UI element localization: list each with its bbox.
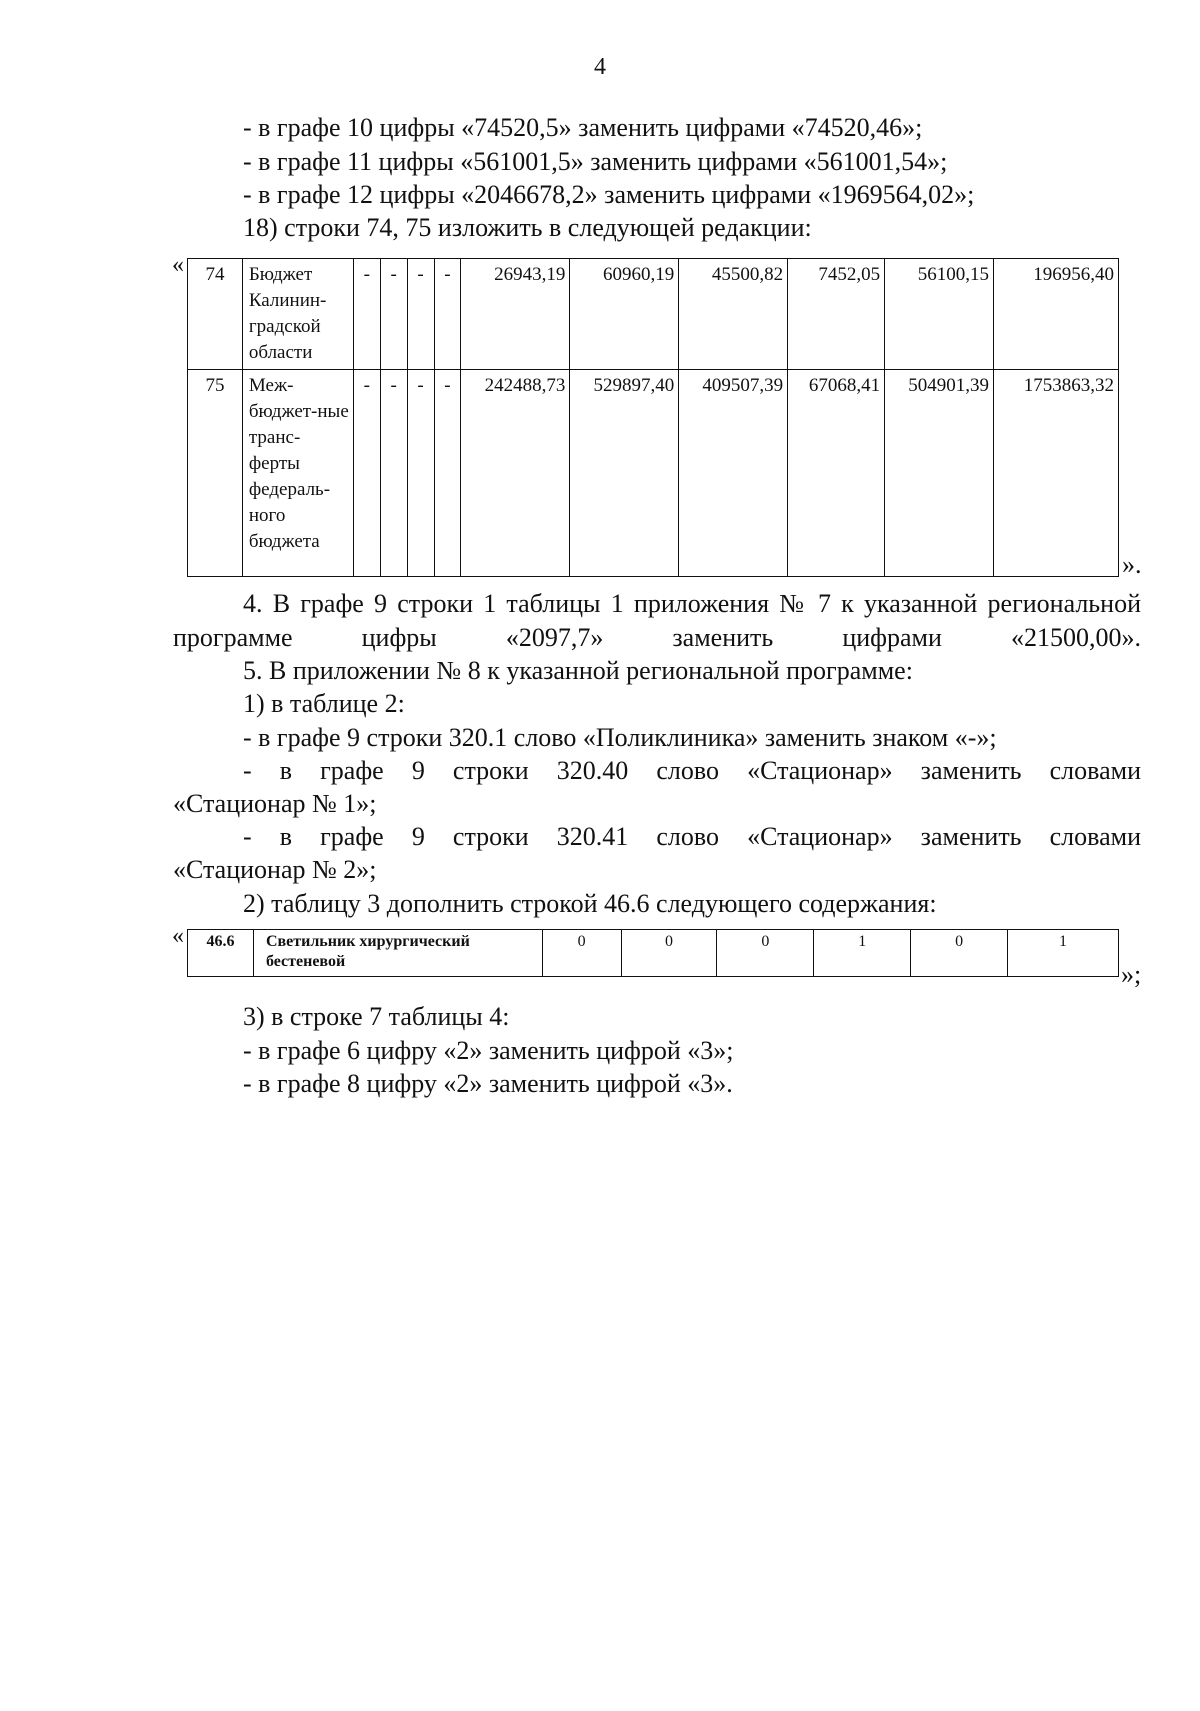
line-320-40-cont: «Стационар № 1»;	[173, 789, 377, 818]
intro-line-1: - в графе 10 цифры «74520,5» заменить цифрами «74520,46»;	[243, 113, 923, 142]
table-row	[188, 370, 1119, 577]
table2-open-quote: «	[172, 923, 184, 949]
dash-cell: -	[353, 259, 380, 370]
intro-line-2: - в графе 11 цифры «561001,5» заменить цифрами «561001,54»;	[243, 147, 948, 176]
value-cell: 26943,19	[461, 259, 570, 370]
value-cell: 1753863,32	[993, 370, 1118, 577]
value-cell: 0	[621, 930, 717, 977]
value-cell: 196956,40	[993, 259, 1118, 370]
dash-cell: -	[380, 370, 407, 577]
table-row	[188, 930, 1119, 977]
value-cell: 0	[717, 930, 814, 977]
paragraph-5: 5. В приложении № 8 к указанной региональной программе:	[243, 656, 913, 685]
row-name: Меж-бюджет-ные транс-ферты федераль-ного бюджета	[242, 370, 353, 577]
dash-cell: -	[407, 370, 434, 577]
row-number: 75	[188, 370, 243, 577]
item-2: 2) таблицу 3 дополнить строкой 46.6 следующего содержания:	[243, 889, 937, 918]
equipment-table	[187, 929, 1119, 977]
budget-table	[187, 258, 1119, 577]
value-cell: 504901,39	[885, 370, 994, 577]
dash-cell: -	[434, 370, 461, 577]
row-number: 74	[188, 259, 243, 370]
table-row	[188, 259, 1119, 370]
value-cell: 56100,15	[885, 259, 994, 370]
intro-line-4: 18) строки 74, 75 изложить в следующей редакции:	[243, 213, 812, 242]
intro-line-3: - в графе 12 цифры «2046678,2» заменить цифрами «1969564,02»;	[243, 180, 975, 209]
value-cell: 0	[911, 930, 1008, 977]
row-name: Светильник хирургический бестеневой	[253, 930, 542, 977]
row-number: 46.6	[188, 930, 254, 977]
paragraph-4: 4. В графе 9 строки 1 таблицы 1 приложения № 7 к указанной региональной программе цифры «2097,7» заменить цифрами «21500,00».	[173, 589, 1141, 652]
value-cell: 60960,19	[570, 259, 679, 370]
line-320-1: - в графе 9 строки 320.1 слово «Поликлиника» заменить знаком «-»;	[243, 723, 997, 752]
item-3: 3) в строке 7 таблицы 4:	[243, 1002, 510, 1031]
dash-cell: -	[434, 259, 461, 370]
line-320-40: - в графе 9 строки 320.40 слово «Стационар» заменить словами	[243, 756, 1141, 785]
page-number: 4	[594, 54, 606, 80]
value-cell: 7452,05	[788, 259, 885, 370]
table2-close-quote: »;	[1121, 960, 1142, 989]
item-1: 1) в таблице 2:	[243, 689, 405, 718]
line-graph-8: - в графе 8 цифру «2» заменить цифрой «3».	[243, 1069, 733, 1098]
table1-open-quote: «	[172, 252, 184, 278]
dash-cell: -	[380, 259, 407, 370]
value-cell: 67068,41	[788, 370, 885, 577]
line-graph-6: - в графе 6 цифру «2» заменить цифрой «3»;	[243, 1036, 734, 1065]
value-cell: 242488,73	[461, 370, 570, 577]
line-320-41-cont: «Стационар № 2»;	[173, 855, 377, 884]
value-cell: 1	[1008, 930, 1119, 977]
value-cell: 1	[814, 930, 911, 977]
value-cell: 529897,40	[570, 370, 679, 577]
line-320-41: - в графе 9 строки 320.41 слово «Стационар» заменить словами	[243, 822, 1141, 851]
value-cell: 409507,39	[679, 370, 788, 577]
value-cell: 45500,82	[679, 259, 788, 370]
row-name: Бюджет Калинин-градской области	[242, 259, 353, 370]
table1-close-quote: ».	[1122, 550, 1142, 579]
value-cell: 0	[542, 930, 621, 977]
dash-cell: -	[353, 370, 380, 577]
dash-cell: -	[407, 259, 434, 370]
